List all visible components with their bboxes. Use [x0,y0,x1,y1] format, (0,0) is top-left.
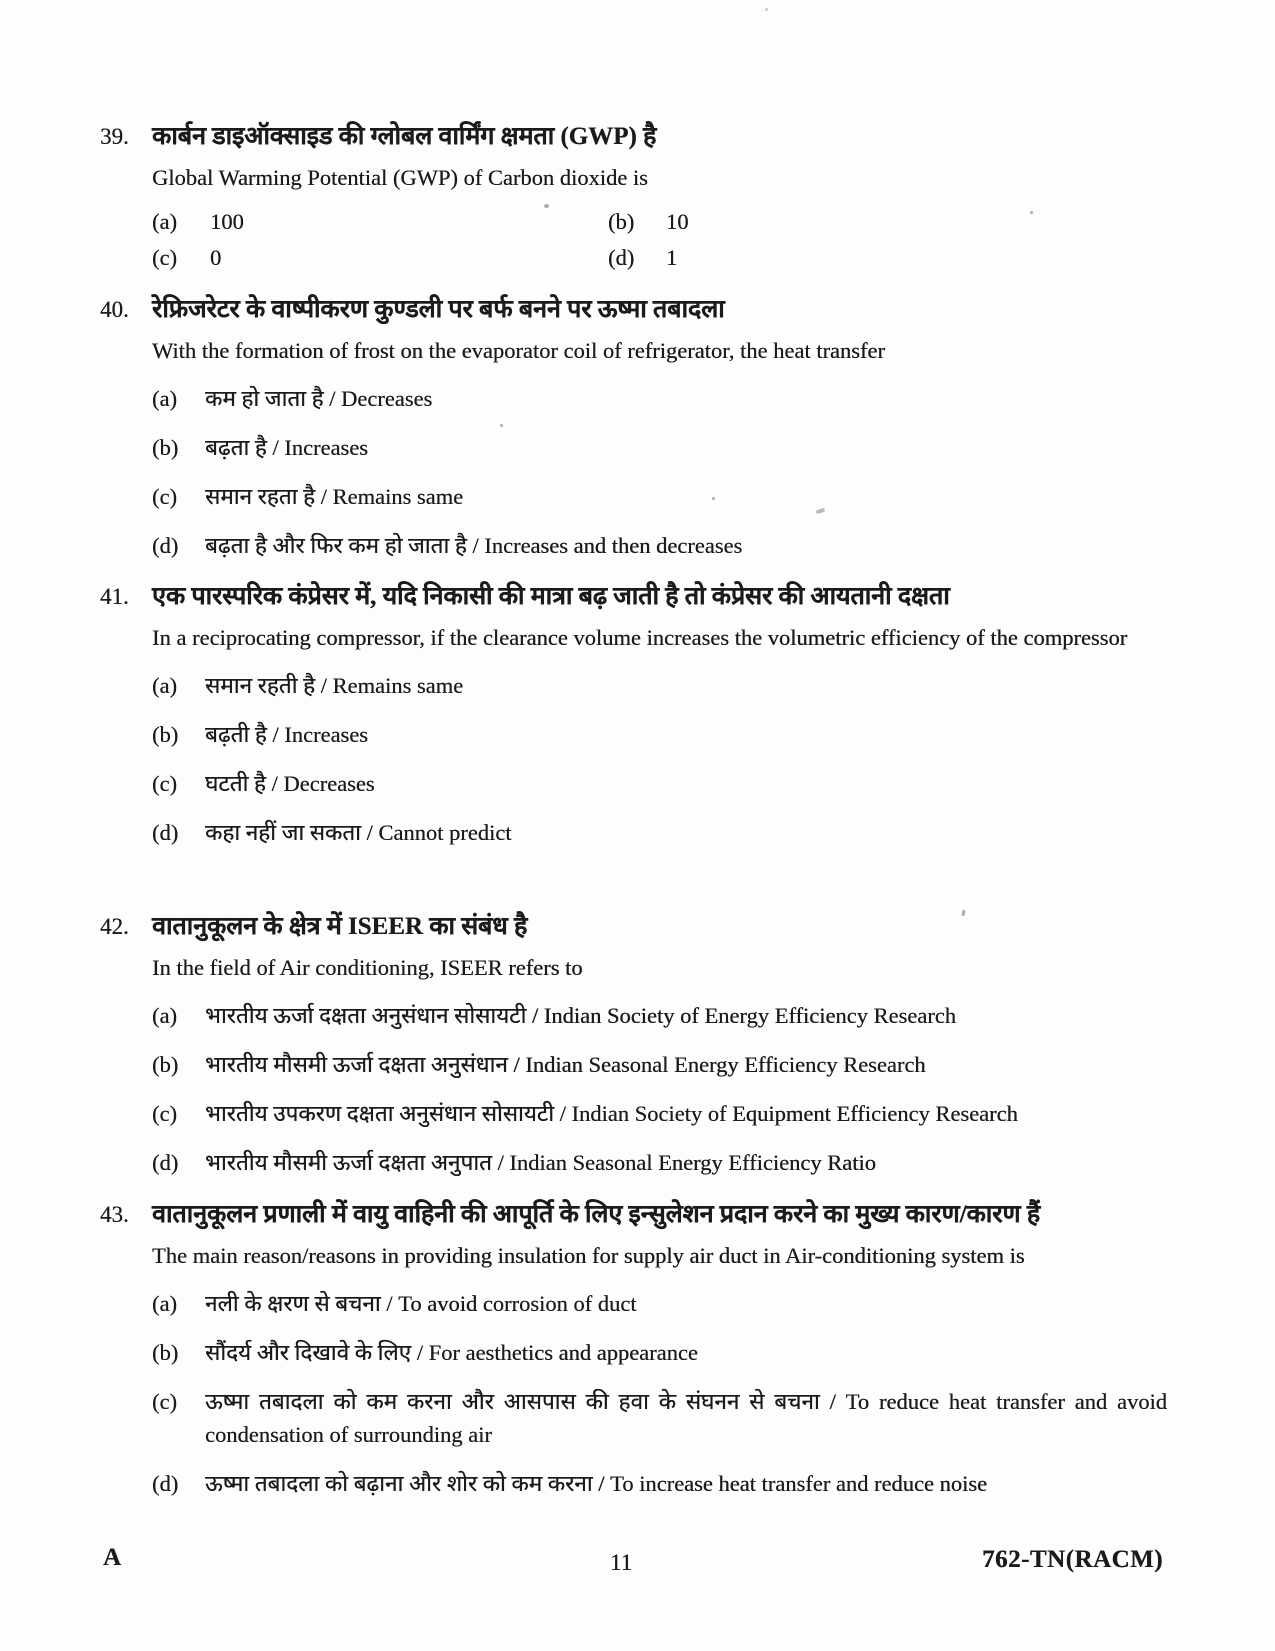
question-41 [100,580,1167,849]
q42-option-b [152,1048,1167,1081]
q40-option-c-text: समान रहता है / Remains same [205,484,464,509]
q42-option-b-label: (b) [152,1052,179,1077]
question-41-text-english: In a reciprocating compressor, if the clearance volume increases the volumetric efficiency of the compressor [152,625,1128,650]
scan-artifact [765,8,768,11]
scan-artifact [500,424,503,427]
question-42-text-hindi: वातानुकूलन के क्षेत्र में ISEER का संबंध है [152,913,528,940]
q41-option-a-label: (a) [152,673,177,698]
q40-option-a [152,382,1167,415]
q39-option-b-label: (b) [608,209,635,234]
q40-option-c [152,480,1167,513]
question-41-text-hindi: एक पारस्परिक कंप्रेसर में, यदि निकासी की मात्रा बढ़ जाती है तो कंप्रेसर की आयतानी दक्षता [152,583,950,610]
q39-option-d [608,242,1167,273]
question-42-options [152,999,1167,1179]
q41-option-c-label: (c) [152,771,177,796]
q39-option-a [152,206,608,237]
q40-option-d [152,529,1167,562]
q42-option-a-label: (a) [152,1003,177,1028]
q43-option-d-text: ऊष्मा तबादला को बढ़ाना और शोर को कम करना / To increase heat transfer and reduce noise [205,1471,988,1496]
paper-code: 762-TN(RACM) [982,1546,1163,1573]
question-40-options [152,382,1167,562]
q39-option-c-label: (c) [152,245,177,270]
question-39-body [152,120,1167,273]
q39-option-c-text: 0 [210,245,222,270]
question-43-text-hindi: वातानुकूलन प्रणाली में वायु वाहिनी की आपूर्ति के लिए इन्सुलेशन प्रदान करने का मुख्य कारण/कारण हैं [152,1201,1040,1228]
q43-option-b-text: सौंदर्य और दिखावे के लिए / For aesthetics and appearance [205,1340,698,1365]
q39-option-d-text: 1 [666,245,678,270]
q41-option-a [152,669,1167,702]
q39-option-c [152,242,608,273]
q42-option-a-text: भारतीय ऊर्जा दक्षता अनुसंधान सोसायटी / Indian Society of Energy Efficiency Research [205,1003,956,1028]
q41-option-a-text: समान रहती है / Remains same [205,673,464,698]
q42-option-c [152,1097,1167,1130]
q39-option-a-label: (a) [152,209,177,234]
q43-option-c-text: ऊष्मा तबादला को कम करना और आसपास की हवा के संघनन से बचना / To reduce heat transfer and avoid condensation of surrounding air [205,1389,1167,1447]
q40-option-d-label: (d) [152,533,179,558]
q41-option-b-text: बढ़ती है / Increases [205,722,368,747]
q42-option-b-text: भारतीय मौसमी ऊर्जा दक्षता अनुसंधान / Indian Seasonal Energy Efficiency Research [205,1052,926,1077]
q39-option-b-text: 10 [666,209,689,234]
q41-option-b [152,718,1167,751]
q39-option-a-text: 100 [210,209,244,234]
question-42-text-english: In the field of Air conditioning, ISEER refers to [152,955,583,980]
q41-option-b-label: (b) [152,722,179,747]
q40-option-a-text: कम हो जाता है / Decreases [205,386,433,411]
question-39-options [152,206,1167,273]
q40-option-b [152,431,1167,464]
question-40-text-hindi: रेफ्रिजरेटर के वाष्पीकरण कुण्डली पर बर्फ बनने पर ऊष्मा तबादला [152,296,725,323]
q39-option-b [608,206,1167,237]
q40-option-b-label: (b) [152,435,179,460]
q41-option-d-text: कहा नहीं जा सकता / Cannot predict [205,820,512,845]
q42-option-c-label: (c) [152,1101,177,1126]
q43-option-d-label: (d) [152,1471,179,1496]
q43-option-a [152,1287,1167,1320]
set-code: A [103,1544,122,1571]
q40-option-c-label: (c) [152,484,177,509]
q43-option-a-label: (a) [152,1291,177,1316]
question-42 [100,910,1167,1179]
question-43-text-english: The main reason/reasons in providing insulation for supply air duct in Air-conditioning system is [152,1243,1025,1268]
question-43-options [152,1287,1167,1500]
q41-option-c-text: घटती है / Decreases [205,771,375,796]
question-41-number: 41. [100,584,129,609]
q43-option-b-label: (b) [152,1340,179,1365]
question-39-text-english: Global Warming Potential (GWP) of Carbon dioxide is [152,165,648,190]
question-40-body [152,293,1167,562]
question-40 [100,293,1167,562]
question-42-number: 42. [100,914,129,939]
question-43-body [152,1198,1167,1500]
question-41-body [152,580,1167,849]
question-42-body [152,910,1167,1179]
q41-option-d-label: (d) [152,820,179,845]
q42-option-a [152,999,1167,1032]
q42-option-c-text: भारतीय उपकरण दक्षता अनुसंधान सोसायटी / Indian Society of Equipment Efficiency Research [205,1101,1018,1126]
q43-option-d [152,1467,1167,1500]
question-40-number: 40. [100,297,129,322]
scan-artifact [712,497,715,500]
q43-option-a-text: नली के क्षरण से बचना / To avoid corrosion of duct [205,1291,637,1316]
q41-option-c [152,767,1167,800]
q40-option-a-label: (a) [152,386,177,411]
q39-option-d-label: (d) [608,245,635,270]
q40-option-b-text: बढ़ता है / Increases [205,435,368,460]
question-39-number: 39. [100,124,129,149]
question-43-number: 43. [100,1202,129,1227]
scan-artifact [544,204,549,208]
scan-artifact [1030,211,1033,214]
page-number: 11 [610,1550,633,1575]
q43-option-b [152,1336,1167,1369]
question-39-text-hindi: कार्बन डाइऑक्साइड की ग्लोबल वार्मिंग क्षमता (GWP) है [152,123,657,150]
question-43 [100,1198,1167,1500]
question-39 [100,120,1167,273]
q41-option-d [152,816,1167,849]
q40-option-d-text: बढ़ता है और फिर कम हो जाता है / Increases and then decreases [205,533,743,558]
q42-option-d [152,1146,1167,1179]
q42-option-d-text: भारतीय मौसमी ऊर्जा दक्षता अनुपात / Indian Seasonal Energy Efficiency Ratio [205,1150,876,1175]
q43-option-c-label: (c) [152,1389,177,1414]
question-41-options [152,669,1167,849]
question-40-text-english: With the formation of frost on the evaporator coil of refrigerator, the heat transfer [152,338,885,363]
q42-option-d-label: (d) [152,1150,179,1175]
q43-option-c [152,1385,1167,1451]
